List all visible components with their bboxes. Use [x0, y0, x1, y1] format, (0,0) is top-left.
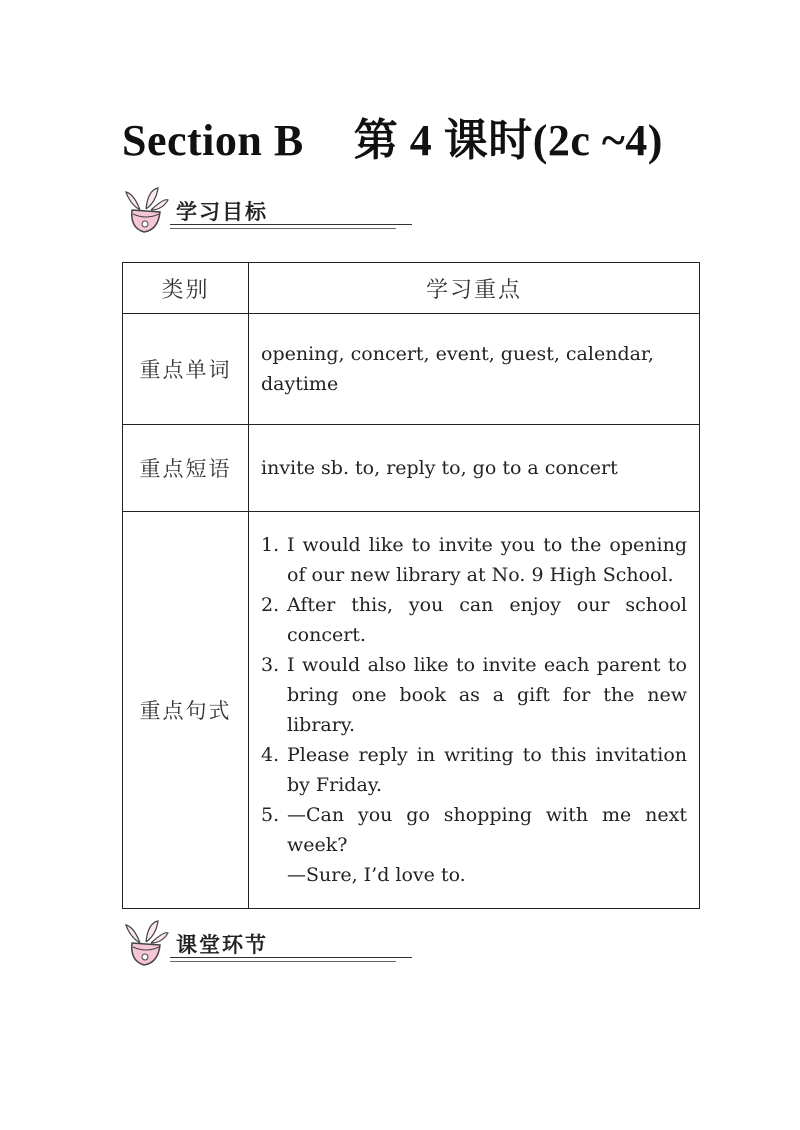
section-heading-goals	[120, 184, 300, 236]
list-item: 3. I would also like to invite each parent to bring one book as a gift for the new library.	[261, 654, 687, 736]
title-section: Section B	[122, 116, 304, 165]
list-item: 5. —Can you go shopping with me next week? —Sure, I’d love to.	[261, 800, 687, 890]
row-category: 重点短语	[123, 425, 249, 512]
header-focus: 学习重点	[249, 263, 700, 314]
learning-goals-table	[122, 262, 700, 909]
section-goals-label: 学习目标	[176, 200, 268, 224]
row-category: 重点句式	[123, 512, 249, 909]
section-heading-class	[120, 917, 300, 969]
header-category: 类别	[123, 263, 249, 314]
table-row	[123, 425, 700, 512]
title-lesson: 第 4 课时(2c ~4)	[353, 116, 663, 165]
underline	[170, 224, 412, 225]
flower-pot-icon	[120, 917, 170, 969]
section-class-label: 课堂环节	[176, 933, 268, 957]
page-title	[122, 104, 663, 168]
underline	[170, 228, 396, 229]
dialogue-reply: —Sure, I’d love to.	[287, 864, 466, 886]
underline	[170, 957, 412, 958]
list-item: 1. I would like to invite you to the opening of our new library at No. 9 High School.	[261, 534, 687, 586]
table-row	[123, 314, 700, 425]
sentence-list	[261, 524, 687, 896]
row-category: 重点单词	[123, 314, 249, 425]
list-item: 4. Please reply in writing to this invitation by Friday.	[261, 744, 687, 796]
key-phrases: invite sb. to, reply to, go to a concert	[249, 425, 700, 512]
underline	[170, 961, 396, 962]
table-row	[123, 512, 700, 909]
key-words: opening, concert, event, guest, calendar, daytime	[249, 314, 700, 425]
list-item: 2. After this, you can enjoy our school concert.	[261, 594, 687, 646]
key-sentences	[249, 512, 700, 909]
flower-pot-icon	[120, 184, 170, 236]
table-header-row	[123, 263, 700, 314]
